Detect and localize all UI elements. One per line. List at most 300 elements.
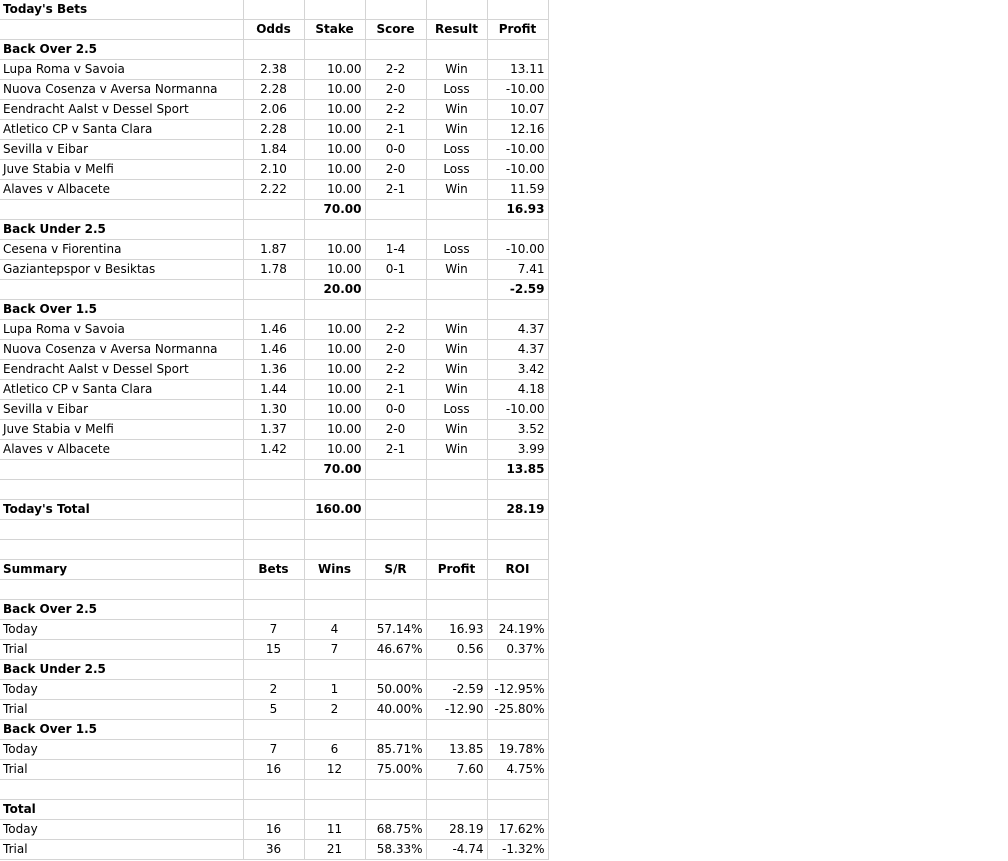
sheet-cell[interactable]: 1.78 (243, 260, 304, 280)
sheet-cell[interactable] (487, 520, 548, 540)
sheet-cell[interactable]: Today's Bets (0, 0, 243, 20)
sheet-cell[interactable]: Juve Stabia v Melfi (0, 420, 243, 440)
sheet-cell[interactable]: 10.00 (304, 160, 365, 180)
sheet-cell[interactable] (487, 580, 548, 600)
sheet-cell[interactable] (365, 480, 426, 500)
sheet-cell[interactable]: 7 (243, 740, 304, 760)
sheet-cell[interactable]: 10.00 (304, 140, 365, 160)
sheet-cell[interactable] (365, 200, 426, 220)
sheet-cell[interactable]: 1.30 (243, 400, 304, 420)
sheet-cell[interactable]: Result (426, 20, 487, 40)
sheet-cell[interactable]: 1.87 (243, 240, 304, 260)
sheet-cell[interactable]: 10.00 (304, 360, 365, 380)
sheet-cell[interactable] (243, 540, 304, 560)
sheet-cell[interactable]: Profit (426, 560, 487, 580)
sheet-cell[interactable] (0, 520, 243, 540)
sheet-cell[interactable]: 46.67% (365, 640, 426, 660)
sheet-cell[interactable]: Win (426, 420, 487, 440)
sheet-row (0, 500, 548, 520)
sheet-cell[interactable]: Back Under 2.5 (0, 220, 243, 240)
sheet-row (0, 520, 548, 540)
sheet-cell[interactable]: Juve Stabia v Melfi (0, 160, 243, 180)
sheet-row (0, 780, 548, 800)
sheet-cell[interactable]: 10.00 (304, 120, 365, 140)
sheet-cell[interactable] (426, 280, 487, 300)
sheet-cell[interactable]: 2-2 (365, 360, 426, 380)
sheet-cell[interactable]: 12.16 (487, 120, 548, 140)
sheet-row (0, 280, 548, 300)
sheet-cell[interactable]: 57.14% (365, 620, 426, 640)
sheet-cell[interactable]: 10.00 (304, 440, 365, 460)
sheet-cell[interactable]: 2.28 (243, 120, 304, 140)
sheet-cell[interactable]: 70.00 (304, 200, 365, 220)
sheet-row (0, 700, 548, 720)
sheet-cell[interactable] (365, 800, 426, 820)
sheet-cell[interactable] (304, 40, 365, 60)
sheet-cell[interactable] (426, 660, 487, 680)
sheet-cell[interactable]: Sevilla v Eibar (0, 400, 243, 420)
sheet-cell[interactable]: 10.00 (304, 260, 365, 280)
sheet-cell[interactable] (243, 220, 304, 240)
sheet-cell[interactable]: 13.85 (487, 460, 548, 480)
sheet-cell[interactable] (365, 300, 426, 320)
sheet-cell[interactable]: 10.00 (304, 100, 365, 120)
sheet-cell[interactable]: 1.46 (243, 340, 304, 360)
sheet-row (0, 260, 548, 280)
sheet-cell[interactable]: Loss (426, 160, 487, 180)
sheet-cell[interactable]: 6 (304, 740, 365, 760)
sheet-cell[interactable] (365, 220, 426, 240)
sheet-cell[interactable]: Win (426, 340, 487, 360)
sheet-cell[interactable]: -12.90 (426, 700, 487, 720)
sheet-cell[interactable]: Wins (304, 560, 365, 580)
sheet-cell[interactable]: 24.19% (487, 620, 548, 640)
sheet-cell[interactable]: 3.52 (487, 420, 548, 440)
sheet-cell[interactable] (365, 540, 426, 560)
sheet-cell[interactable]: 0-0 (365, 140, 426, 160)
sheet-cell[interactable]: 19.78% (487, 740, 548, 760)
sheet-cell[interactable]: 28.19 (426, 820, 487, 840)
sheet-cell[interactable] (426, 600, 487, 620)
sheet-cell[interactable]: Back Under 2.5 (0, 660, 243, 680)
sheet-cell[interactable]: -10.00 (487, 160, 548, 180)
sheet-cell[interactable]: 1.84 (243, 140, 304, 160)
sheet-cell[interactable]: 2-0 (365, 80, 426, 100)
sheet-cell[interactable]: Total (0, 800, 243, 820)
sheet-cell[interactable]: 40.00% (365, 700, 426, 720)
sheet-cell[interactable] (304, 800, 365, 820)
sheet-cell[interactable]: 10.00 (304, 60, 365, 80)
sheet-cell[interactable]: Trial (0, 840, 243, 860)
sheet-cell[interactable] (365, 460, 426, 480)
sheet-cell[interactable] (365, 500, 426, 520)
sheet-cell[interactable] (426, 520, 487, 540)
sheet-cell[interactable] (0, 480, 243, 500)
sheet-cell[interactable]: Atletico CP v Santa Clara (0, 380, 243, 400)
sheet-cell[interactable] (487, 800, 548, 820)
sheet-cell[interactable] (426, 0, 487, 20)
sheet-cell[interactable] (243, 0, 304, 20)
sheet-cell[interactable]: Loss (426, 140, 487, 160)
sheet-cell[interactable]: 4 (304, 620, 365, 640)
sheet-row (0, 80, 548, 100)
sheet-cell[interactable]: 4.37 (487, 320, 548, 340)
sheet-cell[interactable] (487, 540, 548, 560)
sheet-cell[interactable]: 75.00% (365, 760, 426, 780)
sheet-cell[interactable]: Bets (243, 560, 304, 580)
sheet-cell[interactable]: S/R (365, 560, 426, 580)
sheet-cell[interactable]: 10.00 (304, 400, 365, 420)
sheet-cell[interactable]: 1.36 (243, 360, 304, 380)
sheet-cell[interactable]: 11 (304, 820, 365, 840)
sheet-cell[interactable]: Cesena v Fiorentina (0, 240, 243, 260)
sheet-cell[interactable]: 13.85 (426, 740, 487, 760)
sheet-cell[interactable]: Win (426, 440, 487, 460)
sheet-cell[interactable]: -2.59 (487, 280, 548, 300)
sheet-cell[interactable]: Eendracht Aalst v Dessel Sport (0, 100, 243, 120)
sheet-cell[interactable]: 1.42 (243, 440, 304, 460)
sheet-cell[interactable]: -10.00 (487, 240, 548, 260)
sheet-row (0, 820, 548, 840)
sheet-cell[interactable] (426, 540, 487, 560)
sheet-cell[interactable]: -12.95% (487, 680, 548, 700)
sheet-row (0, 840, 548, 860)
sheet-cell[interactable]: Nuova Cosenza v Aversa Normanna (0, 80, 243, 100)
sheet-cell[interactable]: Back Over 2.5 (0, 40, 243, 60)
sheet-cell[interactable]: 20.00 (304, 280, 365, 300)
sheet-cell[interactable] (304, 780, 365, 800)
sheet-cell[interactable] (0, 200, 243, 220)
sheet-cell[interactable] (304, 580, 365, 600)
sheet-cell[interactable]: ROI (487, 560, 548, 580)
sheet-row (0, 60, 548, 80)
sheet-cell[interactable]: Stake (304, 20, 365, 40)
sheet-cell[interactable]: 0.56 (426, 640, 487, 660)
sheet-cell[interactable] (487, 600, 548, 620)
sheet-row (0, 640, 548, 660)
sheet-cell[interactable]: 1.46 (243, 320, 304, 340)
sheet-cell[interactable]: 85.71% (365, 740, 426, 760)
sheet-row (0, 100, 548, 120)
sheet-cell[interactable]: 3.99 (487, 440, 548, 460)
sheet-cell[interactable] (243, 500, 304, 520)
sheet-cell[interactable]: 1.37 (243, 420, 304, 440)
sheet-cell[interactable]: 3.42 (487, 360, 548, 380)
sheet-cell[interactable] (304, 600, 365, 620)
sheet-cell[interactable] (243, 600, 304, 620)
sheet-cell[interactable]: Win (426, 180, 487, 200)
sheet-cell[interactable]: 10.00 (304, 240, 365, 260)
sheet-cell[interactable]: 1 (304, 680, 365, 700)
sheet-cell[interactable] (365, 0, 426, 20)
sheet-row (0, 40, 548, 60)
sheet-cell[interactable] (243, 580, 304, 600)
sheet-row (0, 420, 548, 440)
sheet-cell[interactable]: 16 (243, 820, 304, 840)
sheet-cell[interactable] (304, 0, 365, 20)
sheet-cell[interactable]: 4.18 (487, 380, 548, 400)
sheet-cell[interactable] (0, 580, 243, 600)
sheet-cell[interactable]: 0.37% (487, 640, 548, 660)
sheet-row (0, 740, 548, 760)
sheet-cell[interactable] (426, 300, 487, 320)
sheet-cell[interactable]: 36 (243, 840, 304, 860)
sheet-cell[interactable]: Today (0, 620, 243, 640)
sheet-cell[interactable] (243, 460, 304, 480)
sheet-cell[interactable]: -25.80% (487, 700, 548, 720)
sheet-cell[interactable]: 58.33% (365, 840, 426, 860)
sheet-cell[interactable] (304, 220, 365, 240)
sheet-cell[interactable] (365, 600, 426, 620)
sheet-cell[interactable] (365, 520, 426, 540)
sheet-cell[interactable]: Loss (426, 400, 487, 420)
sheet-cell[interactable]: 0-1 (365, 260, 426, 280)
sheet-cell[interactable]: Profit (487, 20, 548, 40)
sheet-row (0, 460, 548, 480)
sheet-cell[interactable]: 13.11 (487, 60, 548, 80)
sheet-cell[interactable]: -10.00 (487, 140, 548, 160)
sheet-cell[interactable]: Win (426, 100, 487, 120)
sheet-cell[interactable]: Today (0, 740, 243, 760)
sheet-cell[interactable]: 2.38 (243, 60, 304, 80)
sheet-cell[interactable]: Back Over 1.5 (0, 300, 243, 320)
sheet-cell[interactable]: 2-0 (365, 160, 426, 180)
sheet-cell[interactable]: 4.75% (487, 760, 548, 780)
sheet-cell[interactable] (426, 780, 487, 800)
sheet-cell[interactable]: 15 (243, 640, 304, 660)
sheet-cell[interactable]: 11.59 (487, 180, 548, 200)
sheet-cell[interactable] (0, 460, 243, 480)
sheet-cell[interactable]: Today (0, 680, 243, 700)
sheet-row (0, 320, 548, 340)
sheet-row (0, 560, 548, 580)
sheet-cell[interactable] (243, 660, 304, 680)
sheet-cell[interactable]: 7.41 (487, 260, 548, 280)
sheet-row (0, 680, 548, 700)
sheet-cell[interactable] (426, 800, 487, 820)
sheet-cell[interactable]: 2-1 (365, 440, 426, 460)
sheet-cell[interactable]: 2 (243, 680, 304, 700)
sheet-cell[interactable]: Back Over 1.5 (0, 720, 243, 740)
sheet-cell[interactable] (304, 520, 365, 540)
sheet-cell[interactable] (426, 580, 487, 600)
sheet-cell[interactable] (365, 580, 426, 600)
sheet-row (0, 180, 548, 200)
sheet-cell[interactable] (0, 540, 243, 560)
sheet-cell[interactable]: 160.00 (304, 500, 365, 520)
sheet-cell[interactable]: -10.00 (487, 80, 548, 100)
sheet-cell[interactable]: 16.93 (426, 620, 487, 640)
sheet-cell[interactable]: Lupa Roma v Savoia (0, 320, 243, 340)
sheet-cell[interactable] (487, 40, 548, 60)
sheet-cell[interactable]: 4.37 (487, 340, 548, 360)
sheet-cell[interactable]: Nuova Cosenza v Aversa Normanna (0, 340, 243, 360)
sheet-cell[interactable]: 70.00 (304, 460, 365, 480)
sheet-cell[interactable]: 7 (304, 640, 365, 660)
sheet-cell[interactable]: Today's Total (0, 500, 243, 520)
sheet-cell[interactable] (426, 720, 487, 740)
sheet-cell[interactable]: Today (0, 820, 243, 840)
sheet-cell[interactable] (365, 280, 426, 300)
sheet-cell[interactable]: 2-1 (365, 380, 426, 400)
sheet-cell[interactable] (243, 520, 304, 540)
sheet-cell[interactable] (487, 300, 548, 320)
sheet-row (0, 720, 548, 740)
sheet-cell[interactable] (487, 660, 548, 680)
sheet-cell[interactable]: 1.44 (243, 380, 304, 400)
sheet-cell[interactable]: -1.32% (487, 840, 548, 860)
sheet-row (0, 800, 548, 820)
sheet-cell[interactable]: Win (426, 260, 487, 280)
sheet-cell[interactable]: Eendracht Aalst v Dessel Sport (0, 360, 243, 380)
sheet-cell[interactable] (426, 480, 487, 500)
sheet-cell[interactable] (365, 720, 426, 740)
sheet-row (0, 20, 548, 40)
sheet-row (0, 580, 548, 600)
sheet-cell[interactable]: Lupa Roma v Savoia (0, 60, 243, 80)
sheet-row (0, 620, 548, 640)
sheet-cell[interactable]: 2-0 (365, 420, 426, 440)
sheet-cell[interactable]: 2-0 (365, 340, 426, 360)
sheet-cell[interactable]: 2-2 (365, 60, 426, 80)
sheet-cell[interactable] (487, 720, 548, 740)
sheet-cell[interactable] (0, 780, 243, 800)
sheet-cell[interactable]: 1-4 (365, 240, 426, 260)
sheet-cell[interactable] (304, 720, 365, 740)
sheet-row (0, 360, 548, 380)
sheet-cell[interactable]: 28.19 (487, 500, 548, 520)
sheet-cell[interactable]: 16 (243, 760, 304, 780)
sheet-cell[interactable]: 50.00% (365, 680, 426, 700)
sheet-cell[interactable] (0, 20, 243, 40)
sheet-cell[interactable]: 17.62% (487, 820, 548, 840)
sheet-cell[interactable]: Gaziantepspor v Besiktas (0, 260, 243, 280)
sheet-cell[interactable] (426, 220, 487, 240)
sheet-cell[interactable]: 7 (243, 620, 304, 640)
sheet-cell[interactable]: 2-1 (365, 120, 426, 140)
sheet-row (0, 380, 548, 400)
sheet-cell[interactable]: 2.22 (243, 180, 304, 200)
sheet-cell[interactable] (243, 800, 304, 820)
sheet-row (0, 660, 548, 680)
sheet-cell[interactable] (304, 300, 365, 320)
sheet-cell[interactable]: 0-0 (365, 400, 426, 420)
sheet-cell[interactable] (365, 40, 426, 60)
sheet-cell[interactable]: Score (365, 20, 426, 40)
sheet-cell[interactable] (426, 40, 487, 60)
sheet-row (0, 0, 548, 20)
sheet-cell[interactable] (487, 780, 548, 800)
sheet-row (0, 200, 548, 220)
sheet-cell[interactable] (243, 720, 304, 740)
sheet-cell[interactable]: Atletico CP v Santa Clara (0, 120, 243, 140)
sheet-cell[interactable]: -10.00 (487, 400, 548, 420)
sheet-cell[interactable]: Sevilla v Eibar (0, 140, 243, 160)
sheet-cell[interactable] (426, 500, 487, 520)
sheet-cell[interactable]: Odds (243, 20, 304, 40)
sheet-cell[interactable]: Trial (0, 760, 243, 780)
sheet-row (0, 300, 548, 320)
sheet-cell[interactable]: Summary (0, 560, 243, 580)
sheet-cell[interactable] (243, 780, 304, 800)
sheet-cell[interactable]: Win (426, 120, 487, 140)
sheet-row (0, 540, 548, 560)
sheet-cell[interactable]: 10.00 (304, 320, 365, 340)
sheet-cell[interactable]: 2 (304, 700, 365, 720)
sheet-cell[interactable] (426, 460, 487, 480)
sheet-cell[interactable]: 5 (243, 700, 304, 720)
sheet-row (0, 400, 548, 420)
sheet-cell[interactable]: Back Over 2.5 (0, 600, 243, 620)
sheet-cell[interactable]: 10.00 (304, 340, 365, 360)
sheet-cell[interactable]: 2-2 (365, 100, 426, 120)
sheet-cell[interactable] (365, 780, 426, 800)
sheet-cell[interactable]: Trial (0, 640, 243, 660)
sheet-cell[interactable]: Win (426, 60, 487, 80)
sheet-cell[interactable]: 10.07 (487, 100, 548, 120)
sheet-cell[interactable]: 2.06 (243, 100, 304, 120)
sheet-cell[interactable] (426, 200, 487, 220)
sheet-cell[interactable]: 10.00 (304, 380, 365, 400)
sheet-cell[interactable] (304, 660, 365, 680)
sheet-cell[interactable] (487, 0, 548, 20)
sheet-cell[interactable] (243, 280, 304, 300)
sheet-row (0, 240, 548, 260)
sheet-cell[interactable]: -2.59 (426, 680, 487, 700)
sheet-row (0, 120, 548, 140)
sheet-row (0, 440, 548, 460)
sheet-cell[interactable] (304, 480, 365, 500)
sheet-cell[interactable] (304, 540, 365, 560)
sheet-row (0, 220, 548, 240)
sheet-cell[interactable] (365, 660, 426, 680)
sheet-cell[interactable]: Loss (426, 80, 487, 100)
sheet-cell[interactable] (487, 220, 548, 240)
sheet-row (0, 160, 548, 180)
sheet-cell[interactable]: Win (426, 360, 487, 380)
sheet-cell[interactable]: 10.00 (304, 180, 365, 200)
sheet-cell[interactable]: 2-2 (365, 320, 426, 340)
sheet-cell[interactable]: Win (426, 380, 487, 400)
sheet-cell[interactable] (243, 300, 304, 320)
sheet-cell[interactable] (243, 480, 304, 500)
sheet-row (0, 140, 548, 160)
sheet-cell[interactable]: 2.10 (243, 160, 304, 180)
sheet-cell[interactable] (243, 40, 304, 60)
sheet-cell[interactable] (0, 280, 243, 300)
sheet-cell[interactable]: -4.74 (426, 840, 487, 860)
sheet-row (0, 480, 548, 500)
sheet-cell[interactable]: 16.93 (487, 200, 548, 220)
sheet-cell[interactable]: Alaves v Albacete (0, 180, 243, 200)
sheet-cell[interactable] (243, 200, 304, 220)
sheet-cell[interactable]: Loss (426, 240, 487, 260)
sheet-cell[interactable]: 2-1 (365, 180, 426, 200)
sheet-cell[interactable]: Trial (0, 700, 243, 720)
sheet-cell[interactable]: 10.00 (304, 80, 365, 100)
sheet-row (0, 340, 548, 360)
sheet-cell[interactable]: Win (426, 320, 487, 340)
sheet-cell[interactable]: 7.60 (426, 760, 487, 780)
sheet-cell[interactable]: 10.00 (304, 420, 365, 440)
sheet-cell[interactable]: 68.75% (365, 820, 426, 840)
sheet-cell[interactable] (487, 480, 548, 500)
sheet-row (0, 760, 548, 780)
sheet-cell[interactable]: 2.28 (243, 80, 304, 100)
sheet-cell[interactable]: 21 (304, 840, 365, 860)
sheet-cell[interactable]: 12 (304, 760, 365, 780)
sheet-cell[interactable]: Alaves v Albacete (0, 440, 243, 460)
